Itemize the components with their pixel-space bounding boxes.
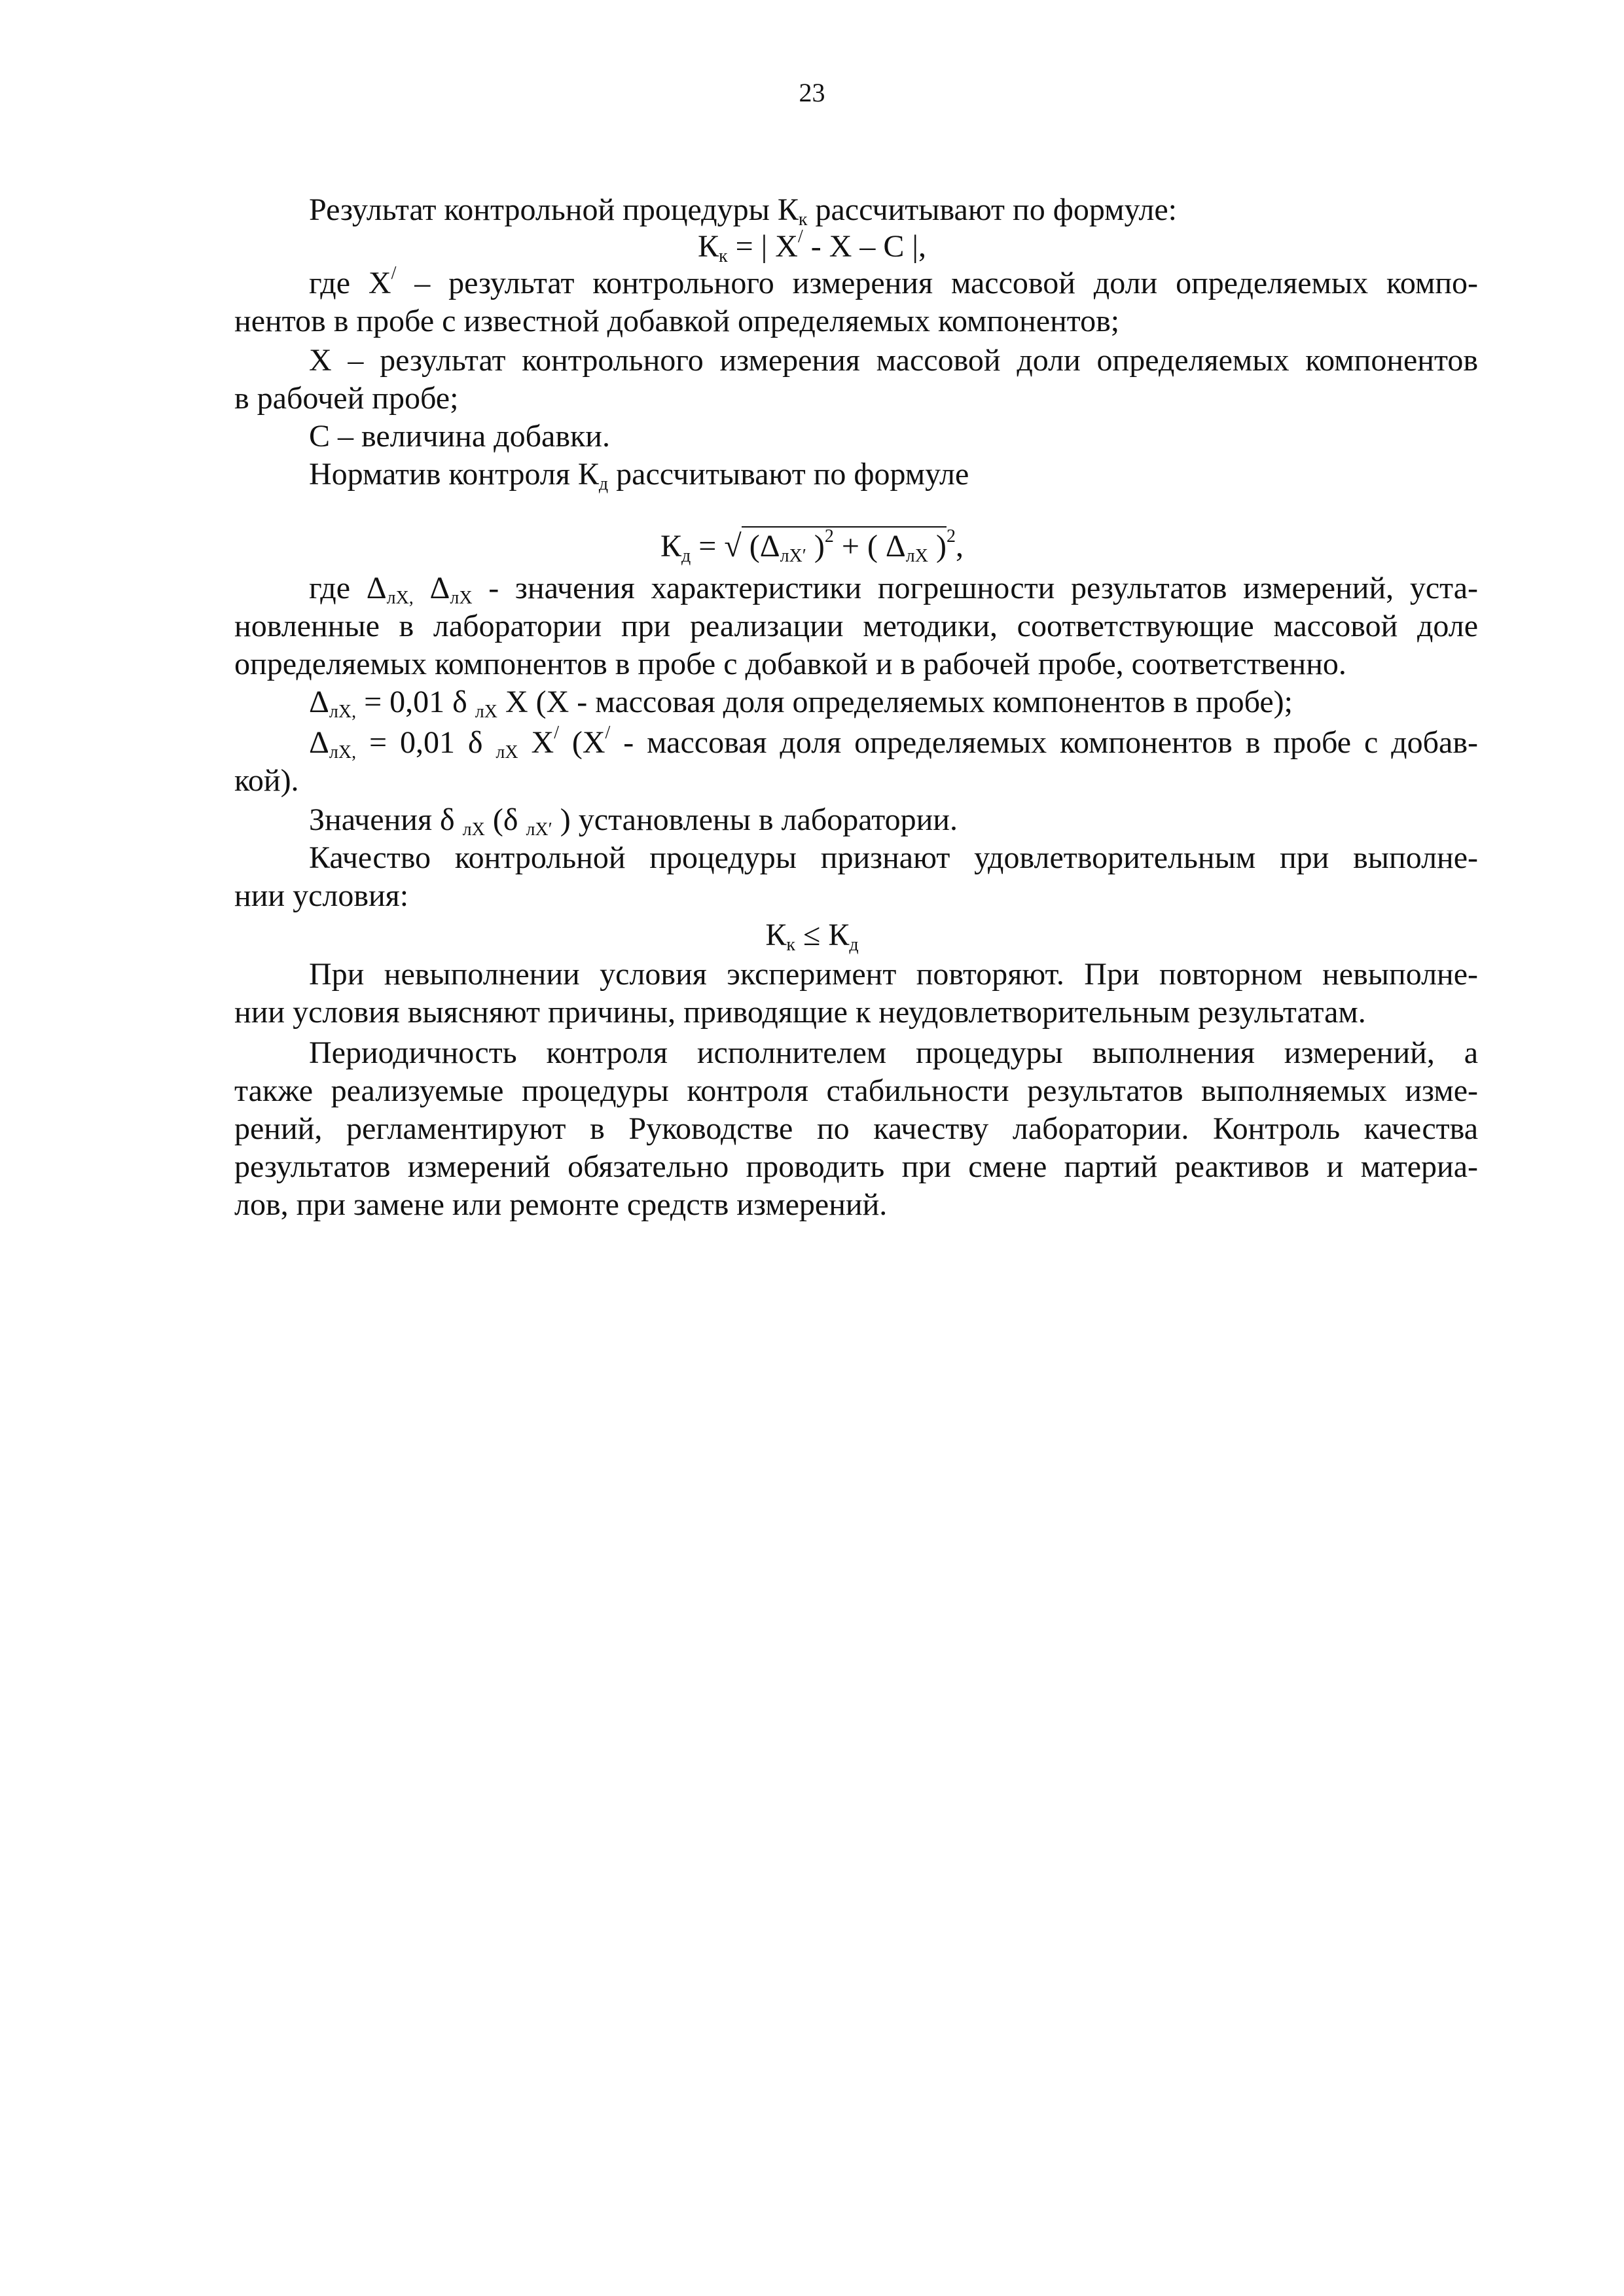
paragraph-line: $\Delta_{лX,} = 0,01$ δ $_{лX}$ X/ (X/ - массовая доля определяемых компонентов в пробе с добав- xyxy=(309,723,1478,762)
paragraph-line: X – результат контрольного измерения массовой доли определяемых компонентов xyxy=(309,343,1478,378)
paragraph-line: нии условия выясняют причины, приводящие к неудовлетворительным результатам. xyxy=(234,995,1366,1030)
paragraph-line: также реализуемые процедуры контроля стабильности результатов выполняемых изме- xyxy=(234,1073,1478,1108)
paragraph-line: рений, регламентируют в Руководстве по качеству лаборатории. Контроль качества xyxy=(234,1111,1478,1146)
paragraph-line: $\Delta_{лX,} = 0,01$ δ $_{лX}$ X (X - массовая доля определяемых компонентов в пробе); xyxy=(309,685,1293,722)
paragraph-line: Норматив контроля $К_д$ рассчитывают по формуле xyxy=(309,457,969,494)
paragraph-line: При невыполнении условия эксперимент повторяют. При повторном невыполне- xyxy=(309,957,1478,992)
formula-condition: $К_к \le К_д$ xyxy=(765,918,859,955)
paragraph-line: новленные в лаборатории при реализации методики, соответствующие массовой доле xyxy=(234,609,1478,643)
paragraph-line: Периодичность контроля исполнителем процедуры выполнения измерений, а xyxy=(309,1035,1478,1070)
paragraph-line: C – величина добавки. xyxy=(309,419,610,454)
paragraph-line: где $\Delta_{лX,}$ $\Delta_{лX}$ - значения характеристики погрешности результатов измерений, уста- xyxy=(309,571,1478,608)
paragraph-line: нентов в пробе с известной добавкой определяемых компонентов; xyxy=(234,304,1120,338)
formula-kd: $К_д$ = √ ($\Delta_{лX'}$ )$^2$ + ( $\Delta_{лX}$ )$^2$, xyxy=(660,526,964,566)
page-number: 23 xyxy=(799,78,825,107)
paragraph-line: Результат контрольной процедуры $К_к$ рассчитывают по формуле: xyxy=(309,192,1177,230)
paragraph-line: результатов измерений обязательно проводить при смене партий реактивов и материа- xyxy=(234,1149,1478,1184)
paragraph-line: определяемых компонентов в пробе с добавкой и в рабочей пробе, соответственно. xyxy=(234,647,1346,681)
paragraph-line: нии условия: xyxy=(234,878,409,913)
paragraph-line: в рабочей пробе; xyxy=(234,381,459,416)
paragraph-line: Качество контрольной процедуры признают удовлетворительным при выполне- xyxy=(309,840,1478,875)
paragraph-line: Значения δ $_{лX}$ (δ $_{лX'}$ ) установлены в лаборатории. xyxy=(309,802,958,840)
formula-kk: $К_к$ = | X/ - X – C |, xyxy=(697,226,927,266)
paragraph-line: где X/ – результат контрольного измерения массовой доли определяемых компо- xyxy=(309,263,1479,300)
paragraph-line: кой). xyxy=(234,763,299,798)
paragraph-line: лов, при замене или ремонте средств измерений. xyxy=(234,1187,888,1222)
